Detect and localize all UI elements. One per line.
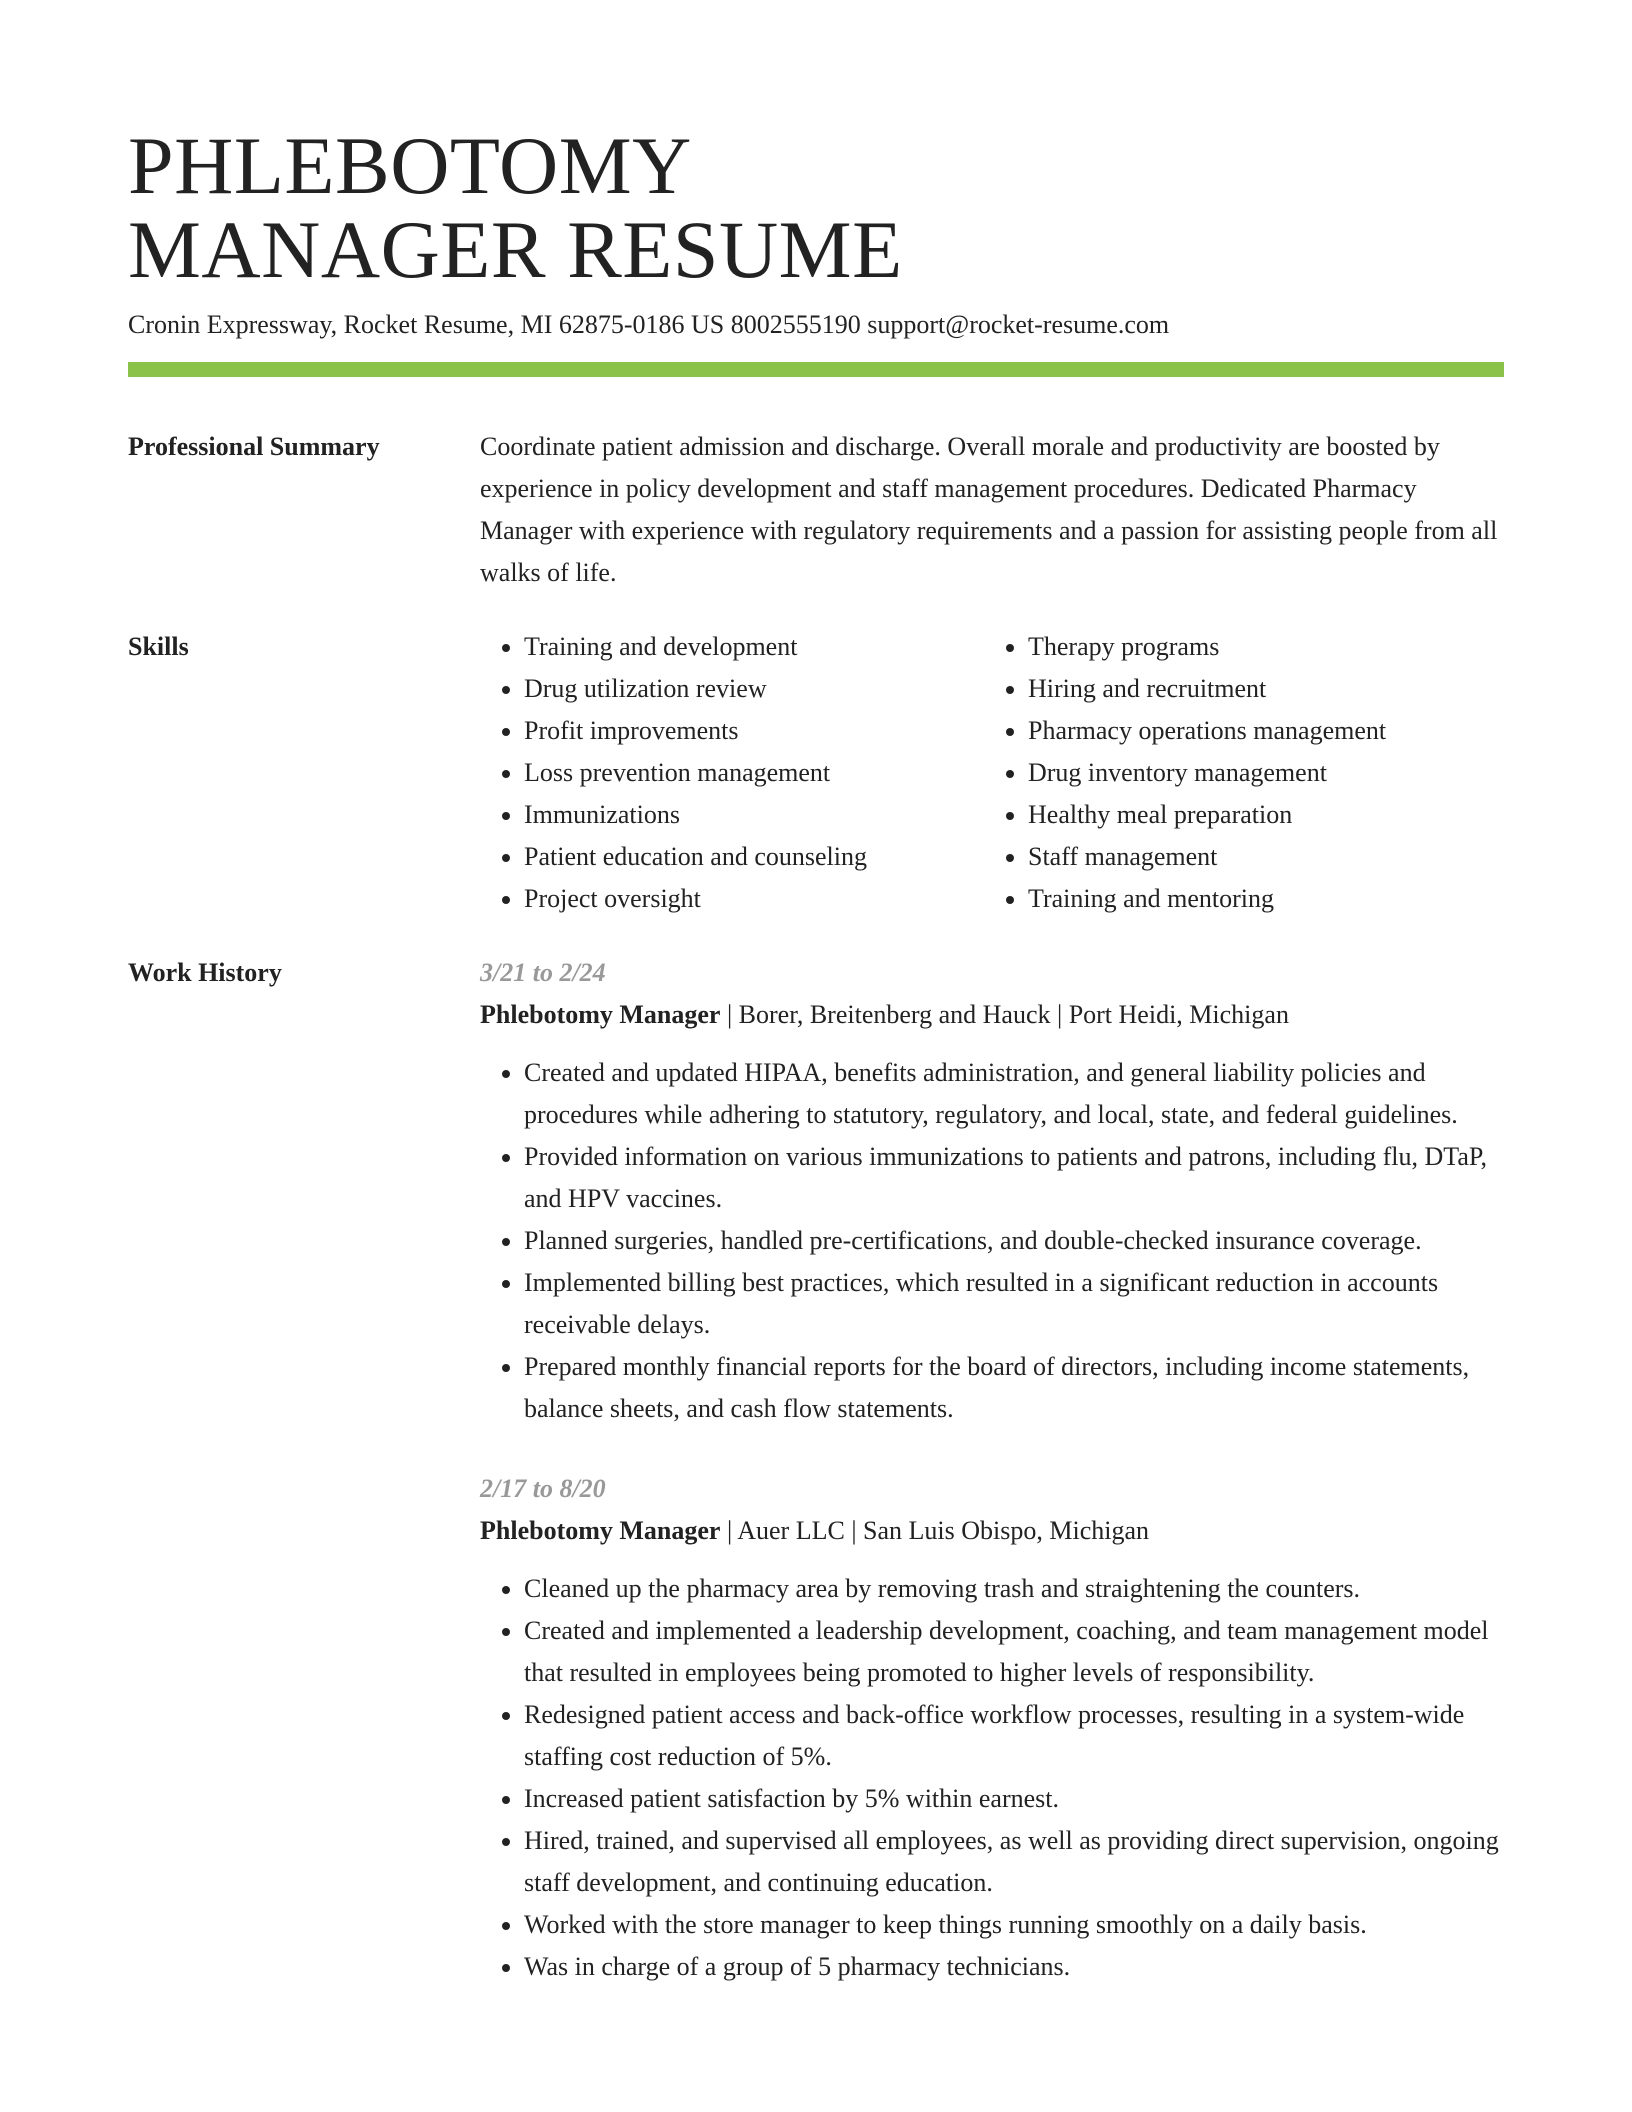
skill-item: • Drug inventory management <box>1028 752 1488 794</box>
job-entry <box>480 952 1504 1430</box>
summary-section <box>128 426 1504 594</box>
job-role: Phlebotomy Manager <box>480 1000 721 1029</box>
work-history-section <box>128 952 1504 1988</box>
job-bullet: • Created and implemented a leadership development, coaching, and team management model that resulted in employees being promoted to higher levels of responsibility. <box>524 1610 1504 1694</box>
skill-item: • Therapy programs <box>1028 626 1488 668</box>
job-bullet: • Created and updated HIPAA, benefits administration, and general liability policies and procedures while adhering to statutory, regulatory, and local, state, and federal guidelines. <box>524 1052 1504 1136</box>
title-line-1: PHLEBOTOMY <box>128 120 692 211</box>
skills-column-left <box>480 626 984 920</box>
job-entry <box>480 1468 1504 1988</box>
job-bullets <box>480 1052 1504 1430</box>
job-bullet: • Worked with the store manager to keep things running smoothly on a daily basis. <box>524 1904 1504 1946</box>
skills-section <box>128 626 1504 920</box>
job-bullet: • Redesigned patient access and back-office workflow processes, resulting in a system-wide staffing cost reduction of 5%. <box>524 1694 1504 1778</box>
job-bullet: • Implemented billing best practices, which resulted in a significant reduction in accounts receivable delays. <box>524 1262 1504 1346</box>
skill-item: • Healthy meal preparation <box>1028 794 1488 836</box>
title-line-2: MANAGER RESUME <box>128 204 903 295</box>
job-dates: 3/21 to 2/24 <box>480 958 606 987</box>
job-title-line <box>480 994 1504 1036</box>
skill-item: • Patient education and counseling <box>524 836 984 878</box>
work-history-heading: Work History <box>128 958 282 987</box>
skill-item: • Immunizations <box>524 794 984 836</box>
skill-item: • Loss prevention management <box>524 752 984 794</box>
job-bullet: • Cleaned up the pharmacy area by removing trash and straightening the counters. <box>524 1568 1504 1610</box>
accent-divider <box>128 362 1504 377</box>
job-bullets <box>480 1568 1504 1988</box>
summary-text: Coordinate patient admission and discharge. Overall morale and productivity are boosted by experience in policy development and staff management procedures. Dedicated Pharmacy Manager with experience with regulatory requirements and a passion for assisting people from all walks of life. <box>480 432 1498 587</box>
skill-item: • Training and development <box>524 626 984 668</box>
summary-heading: Professional Summary <box>128 432 380 461</box>
skill-item: • Staff management <box>1028 836 1488 878</box>
job-bullet: • Was in charge of a group of 5 pharmacy technicians. <box>524 1946 1504 1988</box>
job-title-line <box>480 1510 1504 1552</box>
skills-columns <box>480 626 1504 920</box>
job-employer-location: | Auer LLC | San Luis Obispo, Michigan <box>720 1516 1150 1545</box>
job-bullet: • Increased patient satisfaction by 5% within earnest. <box>524 1778 1504 1820</box>
skill-item: • Pharmacy operations management <box>1028 710 1488 752</box>
skill-item: • Hiring and recruitment <box>1028 668 1488 710</box>
contact-info: Cronin Expressway, Rocket Resume, MI 62875-0186 US 8002555190 support@rocket-resume.com <box>128 310 1170 339</box>
skill-item: • Drug utilization review <box>524 668 984 710</box>
resume-page <box>128 0 1504 1988</box>
skill-item: • Project oversight <box>524 878 984 920</box>
skill-item: • Profit improvements <box>524 710 984 752</box>
job-dates: 2/17 to 8/20 <box>480 1474 606 1503</box>
skills-list-right <box>984 626 1488 920</box>
skill-item: • Training and mentoring <box>1028 878 1488 920</box>
skills-list-left <box>480 626 984 920</box>
summary-content <box>480 426 1504 594</box>
skills-heading: Skills <box>128 632 189 661</box>
job-employer-location: | Borer, Breitenberg and Hauck | Port Heidi, Michigan <box>720 1000 1289 1029</box>
skills-column-right <box>984 626 1488 920</box>
resume-title <box>128 0 1504 295</box>
job-bullet: • Provided information on various immunizations to patients and patrons, including flu, DTaP, and HPV vaccines. <box>524 1136 1504 1220</box>
job-bullet: • Hired, trained, and supervised all employees, as well as providing direct supervision, ongoing staff development, and continuing education. <box>524 1820 1504 1904</box>
job-role: Phlebotomy Manager <box>480 1516 721 1545</box>
job-bullet: • Prepared monthly financial reports for the board of directors, including income statements, balance sheets, and cash flow statements. <box>524 1346 1504 1430</box>
job-bullet: • Planned surgeries, handled pre-certifications, and double-checked insurance coverage. <box>524 1220 1504 1262</box>
skills-content <box>480 626 1504 920</box>
work-history-content <box>480 952 1504 1988</box>
